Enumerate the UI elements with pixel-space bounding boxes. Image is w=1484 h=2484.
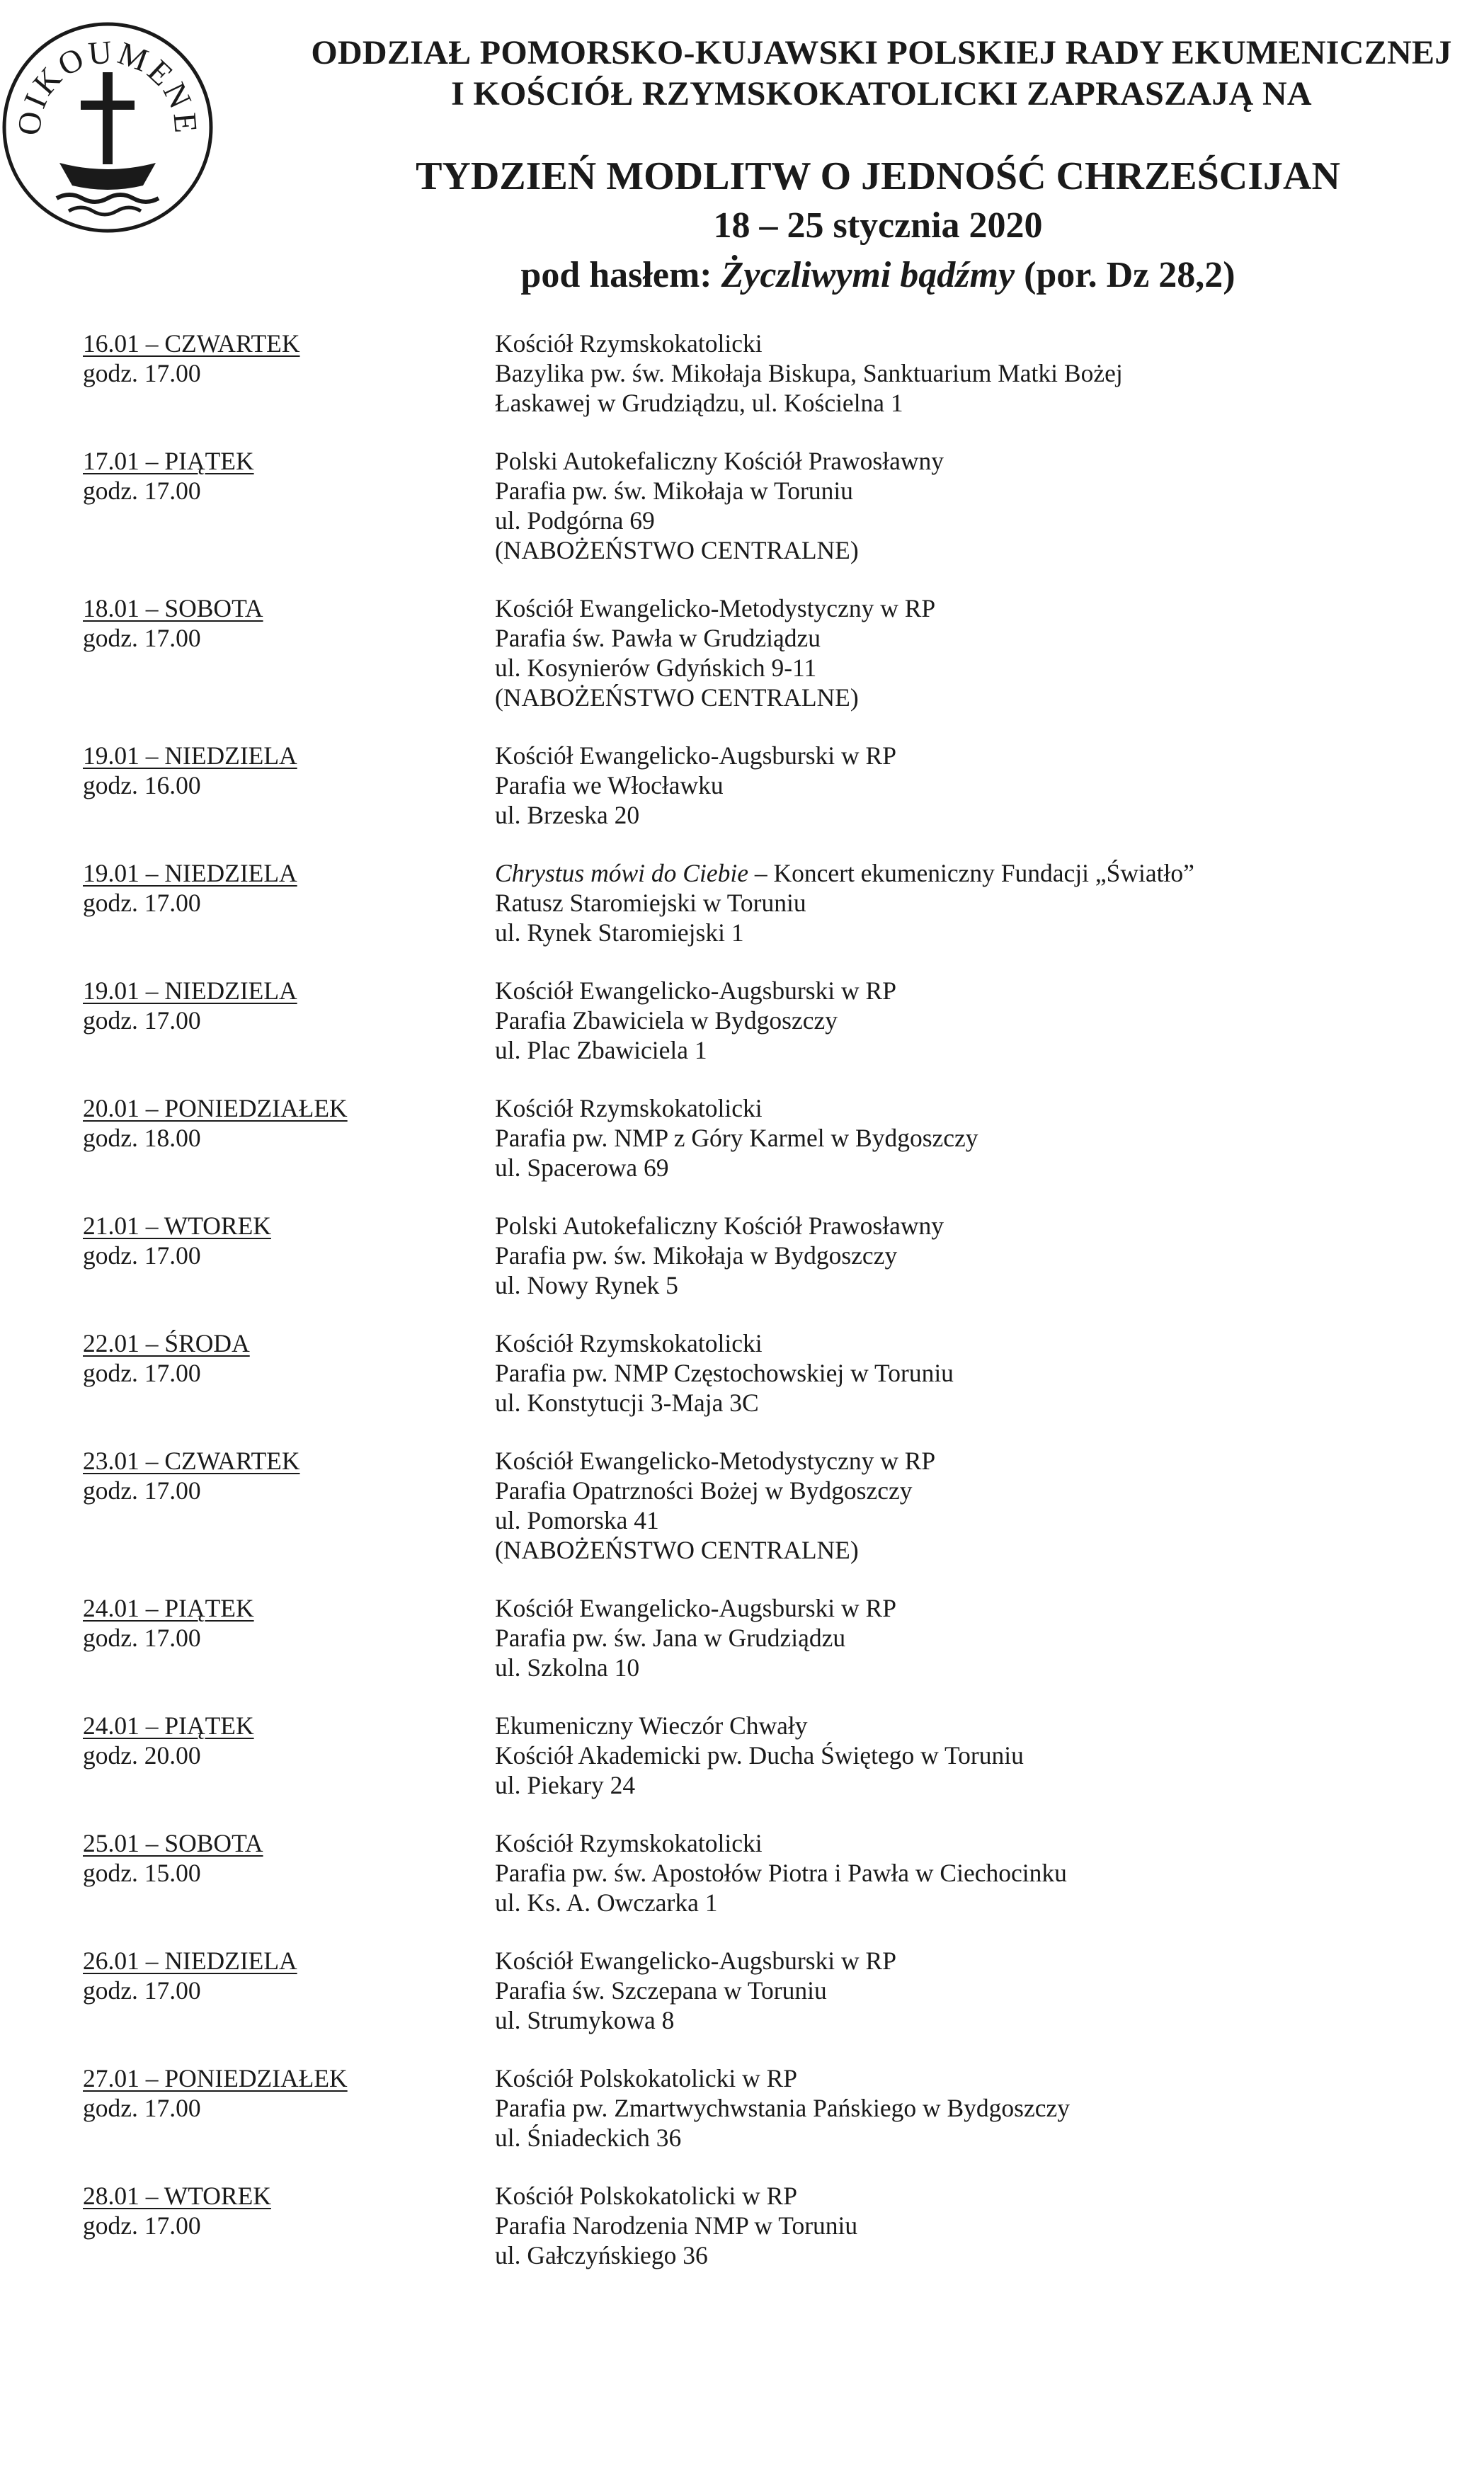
schedule-entry-datetime <box>83 446 495 565</box>
schedule-entry-time: godz. 17.00 <box>83 359 201 387</box>
schedule-entry-title-rest: – Koncert ekumeniczny Fundacji „Światło” <box>748 859 1194 887</box>
schedule-entry <box>83 976 1463 1065</box>
schedule-entry <box>83 1711 1463 1800</box>
schedule-entry-line: ul. Spacerowa 69 <box>495 1153 669 1182</box>
schedule-entry <box>83 741 1463 830</box>
schedule-gap <box>83 1565 1463 1593</box>
schedule-entry-line: ul. Podgórna 69 <box>495 506 655 535</box>
schedule-entry-datetime <box>83 741 495 830</box>
schedule-entry-line: Kościół Polskokatolicki w RP <box>495 2182 798 2210</box>
motto-suffix: (por. Dz 28,2) <box>1015 255 1235 295</box>
schedule-entry-line: Kościół Ewangelicko-Augsburski w RP <box>495 976 896 1005</box>
schedule-entry <box>83 1446 1463 1565</box>
schedule-entry-line: Kościół Polskokatolicki w RP <box>495 2064 798 2092</box>
schedule-entry-venue <box>495 329 1463 418</box>
schedule-gap <box>83 2153 1463 2181</box>
schedule-entry-time: godz. 17.00 <box>83 889 201 917</box>
schedule-entry-datetime <box>83 976 495 1065</box>
schedule-entry-note: (NABOŻEŃSTWO CENTRALNE) <box>495 536 859 564</box>
schedule-entry-day: 21.01 – WTOREK <box>83 1212 271 1240</box>
schedule-entry-venue <box>495 1446 1463 1565</box>
event-dates: 18 – 25 stycznia 2020 <box>713 205 1043 246</box>
schedule-entry-line: Parafia pw. NMP z Góry Karmel w Bydgoszczy <box>495 1124 978 1152</box>
schedule-entry-datetime <box>83 2181 495 2270</box>
schedule-entry-venue <box>495 446 1463 565</box>
schedule-entry-note: (NABOŻEŃSTWO CENTRALNE) <box>495 683 859 712</box>
schedule-entry-datetime <box>83 593 495 712</box>
schedule-entry-datetime <box>83 2063 495 2153</box>
schedule-entry-day: 19.01 – NIEDZIELA <box>83 859 297 887</box>
schedule-entry-day: 18.01 – SOBOTA <box>83 594 263 622</box>
schedule-gap <box>83 565 1463 593</box>
schedule-entry-line: Parafia pw. św. Apostołów Piotra i Pawła w Ciechocinku <box>495 1859 1067 1887</box>
schedule-entry-line: Ratusz Staromiejski w Toruniu <box>495 889 806 917</box>
schedule-entry-time: godz. 16.00 <box>83 771 201 799</box>
schedule-entry-line: Kościół Ewangelicko-Augsburski w RP <box>495 1594 896 1622</box>
schedule-entry-time: godz. 17.00 <box>83 1006 201 1035</box>
schedule-entry-venue <box>495 1711 1463 1800</box>
schedule-entry-venue <box>495 1328 1463 1418</box>
schedule-entry-time: godz. 17.00 <box>83 1624 201 1652</box>
schedule-entry-day: 17.01 – PIĄTEK <box>83 447 254 475</box>
schedule-entry <box>83 1211 1463 1300</box>
schedule-entry <box>83 858 1463 947</box>
schedule-entry <box>83 1828 1463 1918</box>
schedule-entry-day: 24.01 – PIĄTEK <box>83 1711 254 1740</box>
schedule-entry-line: Kościół Rzymskokatolicki <box>495 1829 763 1857</box>
motto-italic: Życzliwymi bądźmy <box>721 255 1015 295</box>
schedule-entry-line: Parafia św. Szczepana w Toruniu <box>495 1976 827 2005</box>
schedule-entry-venue <box>495 1828 1463 1918</box>
schedule-entry-day: 22.01 – ŚRODA <box>83 1329 250 1357</box>
event-motto <box>283 251 1473 300</box>
schedule-entry-line: Polski Autokefaliczny Kościół Prawosławny <box>495 447 944 475</box>
organizer-header <box>283 33 1480 115</box>
event-title-block <box>283 152 1473 300</box>
schedule-entry <box>83 329 1463 418</box>
schedule-entry-time: godz. 17.00 <box>83 2211 201 2240</box>
schedule-gap <box>83 1300 1463 1328</box>
schedule-entry-line: Parafia Opatrzności Bożej w Bydgoszczy <box>495 1476 913 1505</box>
schedule-entry-day: 19.01 – NIEDZIELA <box>83 741 297 770</box>
schedule-entry-line: ul. Gałczyńskiego 36 <box>495 2241 708 2269</box>
schedule-entry-line: Łaskawej w Grudziądzu, ul. Kościelna 1 <box>495 389 903 417</box>
schedule-entry-line: Parafia Zbawiciela w Bydgoszczy <box>495 1006 838 1035</box>
schedule-entry <box>83 1946 1463 2035</box>
schedule-entry-datetime <box>83 1093 495 1183</box>
schedule-entry <box>83 1093 1463 1183</box>
schedule-entry <box>83 446 1463 565</box>
schedule-gap <box>83 2035 1463 2063</box>
schedule-entry-datetime <box>83 1946 495 2035</box>
schedule-gap <box>83 830 1463 858</box>
schedule-entry-line: Ekumeniczny Wieczór Chwały <box>495 1711 808 1740</box>
schedule-entry-venue <box>495 1593 1463 1682</box>
schedule-entry-line: ul. Plac Zbawiciela 1 <box>495 1036 707 1064</box>
schedule-entry-time: godz. 17.00 <box>83 1241 201 1270</box>
schedule-entry-line: Kościół Ewangelicko-Augsburski w RP <box>495 1947 896 1975</box>
schedule-entry-day: 26.01 – NIEDZIELA <box>83 1947 297 1975</box>
schedule-entry-day: 23.01 – CZWARTEK <box>83 1447 300 1475</box>
schedule-entry-time: godz. 17.00 <box>83 1359 201 1387</box>
schedule-entry-venue <box>495 2181 1463 2270</box>
schedule-entry-day: 24.01 – PIĄTEK <box>83 1594 254 1622</box>
schedule-entry-venue <box>495 976 1463 1065</box>
schedule-entry <box>83 1328 1463 1418</box>
schedule-gap <box>83 1682 1463 1711</box>
schedule-entry-datetime <box>83 1828 495 1918</box>
schedule-entry-venue <box>495 1093 1463 1183</box>
schedule-entry-line: ul. Śniadeckich 36 <box>495 2124 682 2152</box>
schedule-entry-line: ul. Kosynierów Gdyńskich 9-11 <box>495 654 817 682</box>
schedule-entry-time: godz. 20.00 <box>83 1741 201 1770</box>
schedule-entry-venue <box>495 2063 1463 2153</box>
schedule-entry-venue <box>495 741 1463 830</box>
schedule-entry-time: godz. 18.00 <box>83 1124 201 1152</box>
schedule-entry-line: Bazylika pw. św. Mikołaja Biskupa, Sanktuarium Matki Bożej <box>495 359 1123 387</box>
schedule-list <box>83 329 1463 2270</box>
schedule-entry-line: ul. Pomorska 41 <box>495 1506 659 1534</box>
schedule-entry-line: Parafia pw. NMP Częstochowskiej w Toruniu <box>495 1359 954 1387</box>
schedule-entry-line: ul. Nowy Rynek 5 <box>495 1271 678 1299</box>
schedule-gap <box>83 1065 1463 1093</box>
schedule-entry-datetime <box>83 1328 495 1418</box>
schedule-entry-datetime <box>83 858 495 947</box>
schedule-entry-line: Parafia pw. św. Jana w Grudziądzu <box>495 1624 846 1652</box>
schedule-entry-line: Parafia pw. św. Mikołaja w Toruniu <box>495 477 853 505</box>
schedule-entry-line <box>495 858 1463 888</box>
schedule-entry-line: Parafia pw. św. Mikołaja w Bydgoszczy <box>495 1241 898 1270</box>
schedule-entry-datetime <box>83 1593 495 1682</box>
schedule-entry-note: (NABOŻEŃSTWO CENTRALNE) <box>495 1536 859 1564</box>
organizer-line-2: I KOŚCIÓŁ RZYMSKOKATOLICKI ZAPRASZAJĄ NA <box>451 75 1312 113</box>
schedule-entry-datetime <box>83 1711 495 1800</box>
schedule-entry-line: ul. Rynek Staromiejski 1 <box>495 918 744 947</box>
schedule-gap <box>83 712 1463 741</box>
schedule-entry-day: 20.01 – PONIEDZIAŁEK <box>83 1094 348 1122</box>
schedule-entry-line: Parafia we Włocławku <box>495 771 724 799</box>
schedule-entry-datetime <box>83 1446 495 1565</box>
schedule-entry-line: ul. Szkolna 10 <box>495 1653 640 1682</box>
schedule-entry-line: Polski Autokefaliczny Kościół Prawosławny <box>495 1212 944 1240</box>
schedule-entry-line: Parafia św. Pawła w Grudziądzu <box>495 624 821 652</box>
schedule-entry <box>83 593 1463 712</box>
event-title: TYDZIEŃ MODLITW O JEDNOŚĆ CHRZEŚCIJAN <box>416 154 1340 198</box>
schedule-gap <box>83 418 1463 446</box>
schedule-entry-time: godz. 15.00 <box>83 1859 201 1887</box>
oikoumene-logo-icon <box>1 21 214 234</box>
schedule-entry-italic-title: Chrystus mówi do Ciebie <box>495 859 748 887</box>
schedule-entry-line: Kościół Akademicki pw. Ducha Świętego w Toruniu <box>495 1741 1024 1770</box>
schedule-entry-venue <box>495 1211 1463 1300</box>
schedule-gap <box>83 1418 1463 1446</box>
organizer-line-1: ODDZIAŁ POMORSKO-KUJAWSKI POLSKIEJ RADY EKUMENICZNEJ <box>311 34 1452 72</box>
schedule-entry <box>83 2181 1463 2270</box>
schedule-entry-line: ul. Piekary 24 <box>495 1771 636 1799</box>
schedule-entry-datetime <box>83 1211 495 1300</box>
schedule-entry-line: Parafia pw. Zmartwychwstania Pańskiego w Bydgoszczy <box>495 2094 1071 2122</box>
schedule-entry-line: Kościół Ewangelicko-Augsburski w RP <box>495 741 896 770</box>
schedule-entry-datetime <box>83 329 495 418</box>
schedule-gap <box>83 947 1463 976</box>
schedule-entry <box>83 2063 1463 2153</box>
schedule-entry-line: ul. Brzeska 20 <box>495 801 640 829</box>
schedule-entry-day: 16.01 – CZWARTEK <box>83 329 300 358</box>
schedule-entry-day: 25.01 – SOBOTA <box>83 1829 263 1857</box>
schedule-gap <box>83 1800 1463 1828</box>
schedule-entry-line: Kościół Rzymskokatolicki <box>495 329 763 358</box>
schedule-entry-venue <box>495 593 1463 712</box>
schedule-gap <box>83 1918 1463 1946</box>
schedule-entry-venue <box>495 1946 1463 2035</box>
schedule-entry-time: godz. 17.00 <box>83 2094 201 2122</box>
motto-prefix: pod hasłem: <box>520 255 721 295</box>
schedule-entry-line: Kościół Rzymskokatolicki <box>495 1094 763 1122</box>
schedule-entry-line: Kościół Ewangelicko-Metodystyczny w RP <box>495 1447 936 1475</box>
schedule-gap <box>83 1183 1463 1211</box>
schedule-entry-line: ul. Ks. A. Owczarka 1 <box>495 1888 718 1917</box>
schedule-entry-time: godz. 17.00 <box>83 624 201 652</box>
schedule-entry-time: godz. 17.00 <box>83 477 201 505</box>
schedule-entry-line: Kościół Rzymskokatolicki <box>495 1329 763 1357</box>
schedule-entry-day: 28.01 – WTOREK <box>83 2182 271 2210</box>
schedule-entry-time: godz. 17.00 <box>83 1476 201 1505</box>
schedule-entry <box>83 1593 1463 1682</box>
schedule-entry-day: 27.01 – PONIEDZIAŁEK <box>83 2064 348 2092</box>
svg-text:OIKOUMENE: OIKOUMENE <box>10 33 205 137</box>
schedule-entry-day: 19.01 – NIEDZIELA <box>83 976 297 1005</box>
schedule-entry-line: ul. Strumykowa 8 <box>495 2006 675 2034</box>
schedule-entry-line: Kościół Ewangelicko-Metodystyczny w RP <box>495 594 936 622</box>
schedule-entry-line: Parafia Narodzenia NMP w Toruniu <box>495 2211 858 2240</box>
schedule-entry-line: ul. Konstytucji 3-Maja 3C <box>495 1389 759 1417</box>
schedule-entry-time: godz. 17.00 <box>83 1976 201 2005</box>
schedule-entry-venue <box>495 858 1463 947</box>
